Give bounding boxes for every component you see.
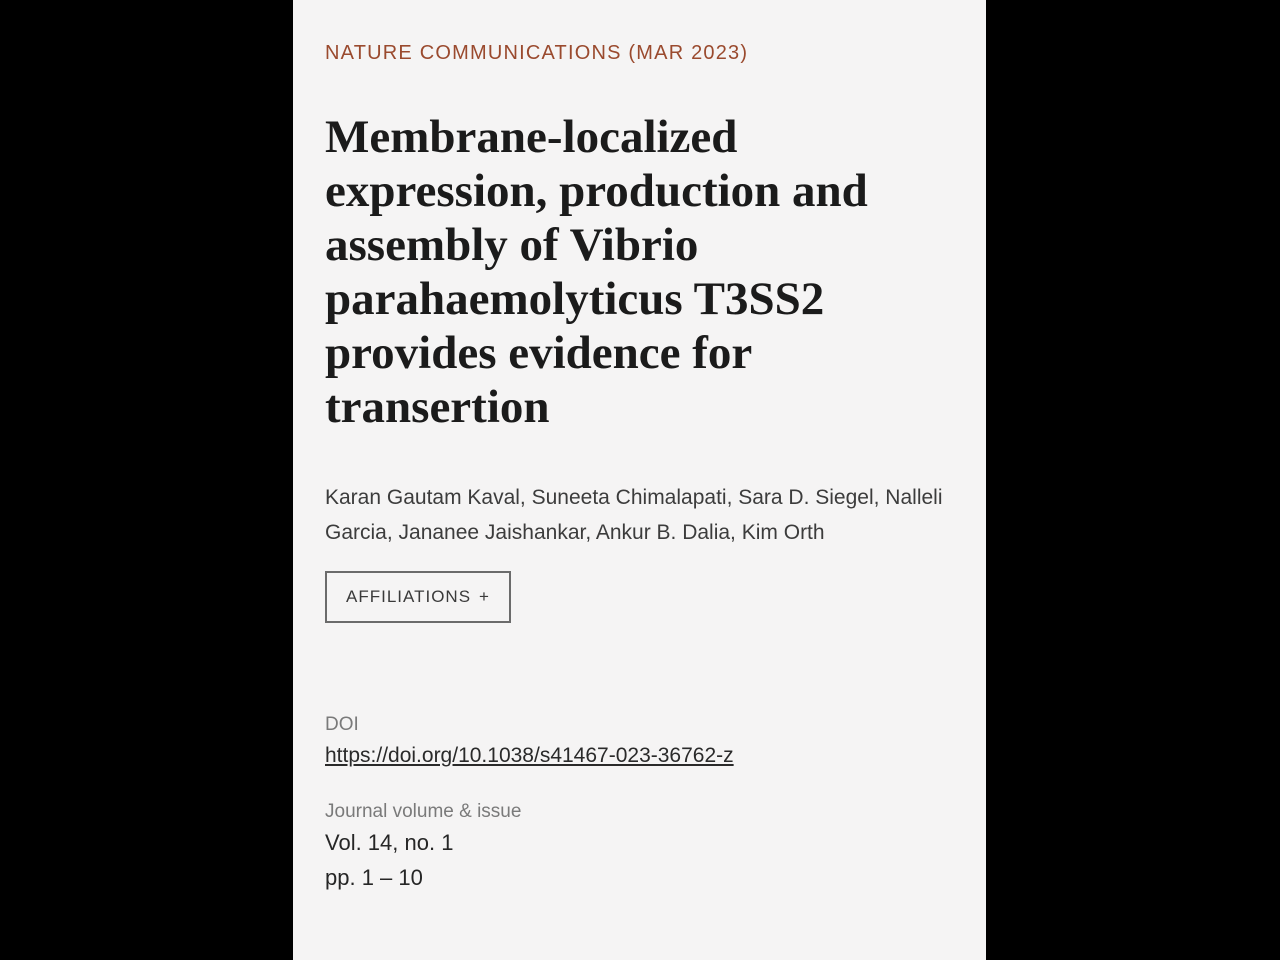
journal-name[interactable]: NATURE COMMUNICATIONS (MAR 2023) [325, 42, 749, 64]
doi-label: DOI [325, 714, 359, 735]
journal-issue-label: Journal volume & issue [325, 801, 522, 822]
article-card [293, 0, 986, 960]
doi-link[interactable]: https://doi.org/10.1038/s41467-023-36762-z [325, 744, 734, 767]
article-title: Membrane-localized expression, production and assembly of Vibrio parahaemolyticus T3SS2 provides evidence for transertion [325, 111, 868, 433]
volume-value: Vol. 14, no. 1 [325, 830, 454, 855]
affiliations-button[interactable] [325, 571, 511, 623]
plus-icon: + [479, 587, 490, 606]
affiliations-label: AFFILIATIONS [346, 587, 472, 606]
pages-value: pp. 1 – 10 [325, 865, 423, 890]
author-list: Karan Gautam Kaval, Suneeta Chimalapati, Sara D. Siegel, Nalleli Garcia, Jananee Jaishankar, Ankur B. Dalia, Kim Orth [325, 486, 943, 544]
